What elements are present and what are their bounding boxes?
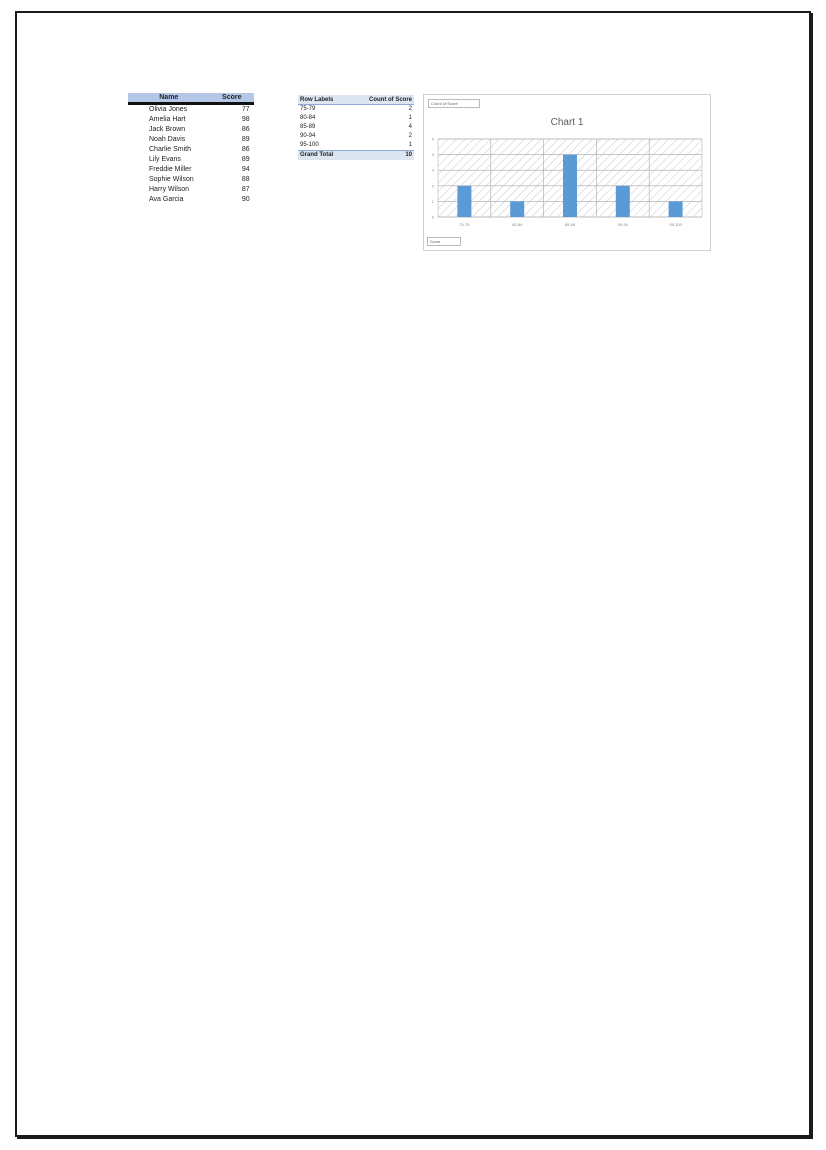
pivot-table: [298, 95, 414, 160]
score-cell[interactable]: 89: [241, 156, 250, 163]
y-tick-label: 5: [431, 136, 434, 142]
bar-90-94[interactable]: [616, 186, 630, 217]
score-column-header[interactable]: Score: [210, 93, 254, 104]
pivot-row[interactable]: [298, 114, 414, 123]
names-table-row[interactable]: [128, 104, 254, 116]
value-field-button[interactable]: Count of Score: [428, 99, 480, 108]
names-table-row[interactable]: [128, 185, 254, 195]
y-tick-label: 1: [431, 198, 434, 204]
pivot-chart[interactable]: [423, 94, 711, 251]
y-tick-label: 4: [431, 152, 434, 158]
names-table-row[interactable]: [128, 165, 254, 175]
names-table-row[interactable]: [128, 125, 254, 135]
score-cell[interactable]: 89: [241, 136, 250, 143]
score-cell[interactable]: 86: [241, 126, 250, 133]
pivot-row-count: 2: [408, 133, 412, 139]
name-cell[interactable]: Noah Davis: [149, 136, 186, 143]
chart-title[interactable]: Chart 1: [550, 117, 584, 128]
names-table-row[interactable]: [128, 175, 254, 185]
name-cell[interactable]: Amelia Hart: [149, 116, 186, 123]
names-table: [128, 93, 254, 205]
x-tick-label: 85-89: [564, 222, 576, 227]
x-tick-label: 75-79: [459, 222, 470, 227]
pivot-row[interactable]: [298, 132, 414, 141]
count-of-score-header[interactable]: Count of Score: [349, 95, 414, 105]
score-cell[interactable]: 86: [241, 146, 250, 153]
score-cell[interactable]: 88: [241, 176, 250, 183]
grand-total-count: 10: [349, 151, 414, 161]
pivot-table-body: [298, 105, 414, 151]
name-cell[interactable]: Ava Garcia: [149, 196, 184, 203]
score-cell[interactable]: 90: [241, 196, 250, 203]
row-labels-header[interactable]: Row Labels: [298, 95, 349, 105]
names-table-body: [128, 104, 254, 206]
names-table-row[interactable]: [128, 145, 254, 155]
pivot-row-label: 80-84: [300, 115, 316, 121]
axis-field-button[interactable]: Score: [427, 237, 461, 246]
pivot-row-count: 4: [408, 124, 412, 130]
names-header-row: [128, 93, 254, 104]
pivot-row-label: 85-89: [300, 124, 316, 130]
pivot-row-count: 1: [408, 142, 412, 148]
name-cell[interactable]: Lily Evans: [149, 156, 181, 163]
bar-80-84[interactable]: [510, 201, 524, 217]
score-cell[interactable]: 87: [241, 186, 250, 193]
name-cell[interactable]: Freddie Miller: [149, 166, 192, 173]
score-cell[interactable]: 94: [241, 166, 250, 173]
name-cell[interactable]: Jack Brown: [149, 126, 186, 133]
score-cell[interactable]: 77: [241, 106, 250, 113]
names-table-row[interactable]: [128, 195, 254, 205]
pivot-row[interactable]: [298, 105, 414, 115]
names-table-row[interactable]: [128, 135, 254, 145]
bar-85-89[interactable]: [563, 155, 577, 217]
pivot-row-label: 75-79: [300, 106, 316, 112]
pivot-row[interactable]: [298, 141, 414, 151]
pivot-row[interactable]: [298, 123, 414, 132]
pivot-row-label: 95-100: [300, 142, 319, 148]
pivot-row-label: 90-94: [300, 133, 316, 139]
x-tick-label: 80-84: [512, 222, 523, 227]
x-tick-label: 95-100: [669, 222, 682, 227]
name-cell[interactable]: Sophie Wilson: [149, 176, 194, 183]
pivot-row-count: 1: [408, 115, 412, 121]
grand-total-row[interactable]: [298, 151, 414, 161]
y-tick-label: 3: [431, 167, 434, 173]
name-cell[interactable]: Harry Wilson: [149, 186, 190, 193]
y-tick-label: 0: [431, 214, 434, 220]
pivot-row-count: 2: [408, 106, 412, 112]
bar-95-100[interactable]: [669, 201, 683, 217]
name-cell[interactable]: Charlie Smith: [149, 146, 192, 153]
names-table-row[interactable]: [128, 115, 254, 125]
chart-plot-area: [424, 95, 710, 250]
x-tick-label: 90-94: [617, 222, 628, 227]
name-cell[interactable]: Olivia Jones: [149, 106, 188, 113]
name-column-header[interactable]: Name: [128, 93, 210, 104]
pivot-header-row: [298, 95, 414, 105]
y-tick-label: 2: [431, 183, 434, 189]
names-table-row[interactable]: [128, 155, 254, 165]
grand-total-label: Grand Total: [298, 151, 349, 161]
score-cell[interactable]: 98: [241, 116, 250, 123]
bar-75-79[interactable]: [457, 186, 471, 217]
